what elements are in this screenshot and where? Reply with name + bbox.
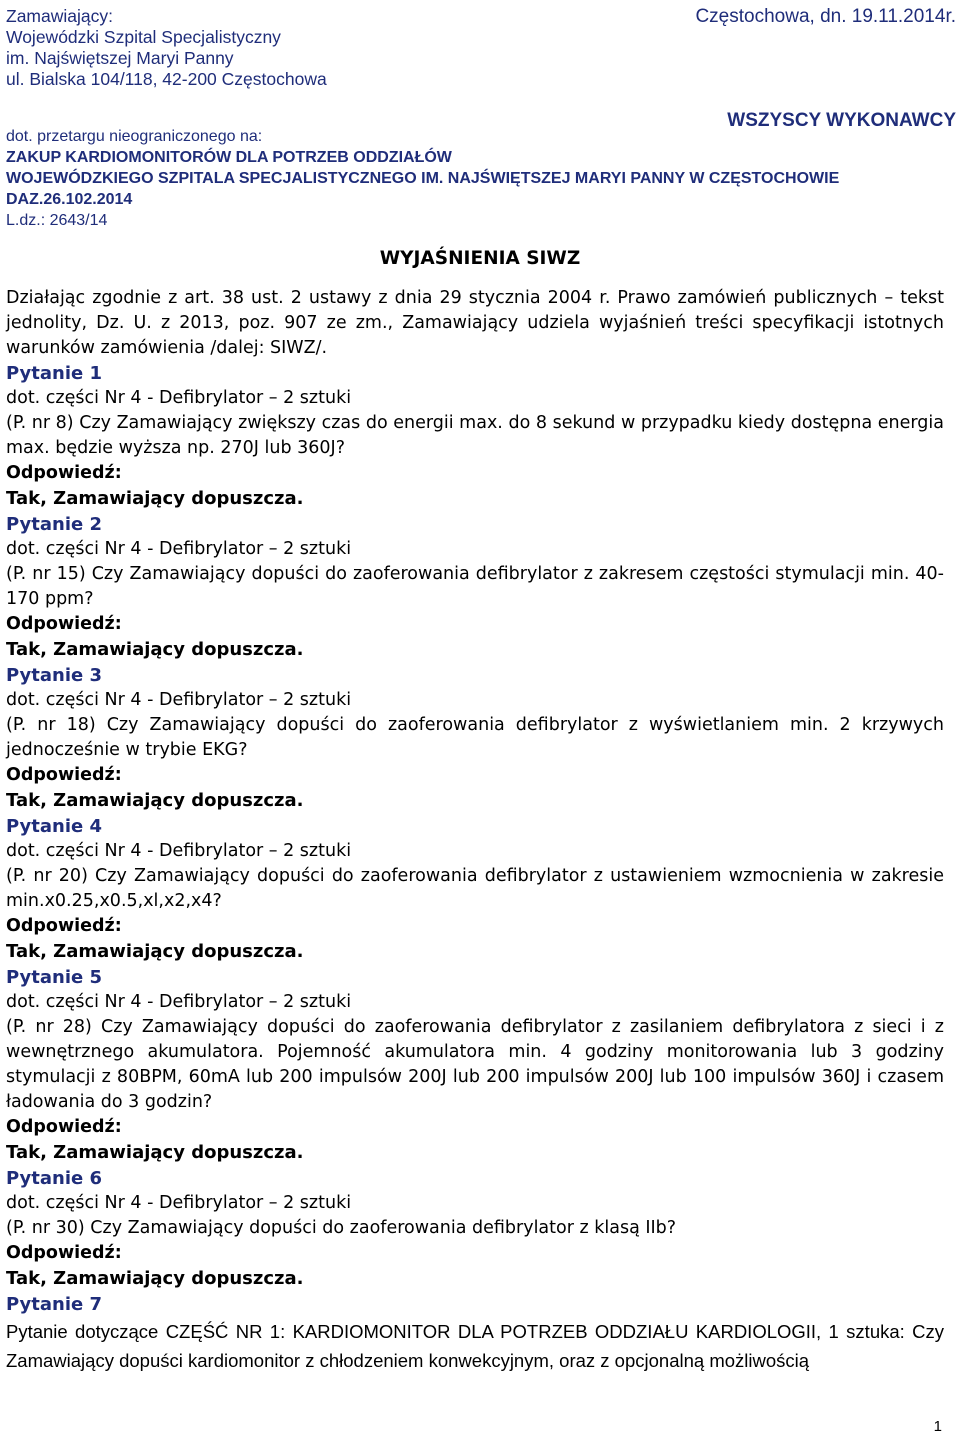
question-part: dot. części Nr 4 - Defibrylator – 2 sztuki (6, 1193, 352, 1213)
question-text: Pytanie dotyczące CZĘŚĆ NR 1: KARDIOMONITOR DLA POTRZEB ODDZIAŁU KARDIOLOGII, 1 sztuka: Czy Zamawiający dopuści kardiomonitor z chłodzeniem konwekcyjnym, oraz z opcjonalną możliwością (6, 1321, 944, 1371)
document-body (6, 286, 944, 1375)
answer-label: Odpowiedź: (6, 463, 122, 483)
question-label: Pytanie 6 (6, 1168, 102, 1189)
answer-text: Tak, Zamawiający dopuszcza. (6, 941, 304, 962)
question-block (6, 1292, 944, 1375)
address-line: Zamawiający: (6, 6, 113, 26)
address-line: im. Najświętszej Maryi Panny (6, 48, 234, 68)
question-part: dot. części Nr 4 - Defibrylator – 2 sztuki (6, 841, 352, 861)
letter-date: Częstochowa, dn. 19.11.2014r. (695, 6, 956, 27)
letter-header (6, 6, 958, 131)
case-number: DAZ.26.102.2014 (6, 191, 133, 208)
question-label: Pytanie 1 (6, 363, 102, 384)
question-label: Pytanie 3 (6, 665, 102, 686)
question-block (6, 965, 944, 1166)
answer-text: Tak, Zamawiający dopuszcza. (6, 1268, 304, 1289)
question-part: dot. części Nr 4 - Defibrylator – 2 sztuki (6, 388, 352, 408)
page-number: 1 (933, 1418, 942, 1435)
address-line: Wojewódzki Szpital Specjalistyczny (6, 27, 281, 47)
answer-text: Tak, Zamawiający dopuszcza. (6, 639, 304, 660)
register-number: L.dz.: 2643/14 (6, 212, 108, 229)
reference-subject: ZAKUP KARDIOMONITORÓW DLA POTRZEB ODDZIAŁÓW (6, 149, 452, 166)
question-text: (P. nr 28) Czy Zamawiający dopuści do zaoferowania defibrylator z zasilaniem defibrylatora z sieci i z wewnętrznego akumulatora. Pojemność akumulatora min. 4 godziny monitorowania lub 3 godziny stymulacji z 80BPM, 60mA lub 200 impulsów 200J lub 200 impulsów 200J lub 100 impulsów 360J i czasem ładowania do 3 godzin? (6, 1017, 944, 1112)
question-label: Pytanie 2 (6, 514, 102, 535)
answer-label: Odpowiedź: (6, 614, 122, 634)
question-block (6, 361, 944, 512)
answer-label: Odpowiedź: (6, 1117, 122, 1137)
question-text: (P. nr 20) Czy Zamawiający dopuści do zaoferowania defibrylator z ustawieniem wzmocnienia w zakresie min.x0.25,x0.5,xl,x2,x4? (6, 866, 944, 911)
question-text: (P. nr 15) Czy Zamawiający dopuści do zaoferowania defibrylator z zakresem częstości stymulacji min. 40-170 ppm? (6, 564, 944, 609)
question-label: Pytanie 7 (6, 1294, 102, 1315)
reference-block (6, 126, 839, 231)
question-block (6, 814, 944, 965)
answer-label: Odpowiedź: (6, 916, 122, 936)
address-line: ul. Bialska 104/118, 42-200 Częstochowa (6, 69, 327, 89)
question-block (6, 512, 944, 663)
question-label: Pytanie 5 (6, 967, 102, 988)
reference-line: dot. przetargu nieograniczonego na: (6, 128, 263, 145)
question-part: dot. części Nr 4 - Defibrylator – 2 sztuki (6, 539, 352, 559)
answer-text: Tak, Zamawiający dopuszcza. (6, 488, 304, 509)
question-text: (P. nr 8) Czy Zamawiający zwiększy czas do energii max. do 8 sekund w przypadku kiedy dostępna energia max. będzie wyższa np. 270J lub 360J? (6, 413, 944, 458)
reference-subject: WOJEWÓDZKIEGO SZPITALA SPECJALISTYCZNEGO IM. NAJŚWIĘTSZEJ MARYI PANNY W CZĘSTOCHOWIE (6, 170, 840, 187)
question-part: dot. części Nr 4 - Defibrylator – 2 sztuki (6, 690, 352, 710)
question-part: dot. części Nr 4 - Defibrylator – 2 sztuki (6, 992, 352, 1012)
question-text: (P. nr 30) Czy Zamawiający dopuści do zaoferowania defibrylator z klasą IIb? (6, 1218, 677, 1238)
answer-label: Odpowiedź: (6, 765, 122, 785)
question-label: Pytanie 4 (6, 816, 102, 837)
document-title: WYJAŚNIENIA SIWZ (379, 248, 581, 269)
answer-label: Odpowiedź: (6, 1243, 122, 1263)
intro-paragraph: Działając zgodnie z art. 38 ust. 2 ustawy z dnia 29 stycznia 2004 r. Prawo zamówień publicznych – tekst jednolity, Dz. U. z 2013, poz. 907 ze zm., Zamawiający udziela wyjaśnień treści specyfikacji istotnych warunków zamówienia /dalej: SIWZ/. (6, 288, 944, 358)
addressee: WSZYSCY WYKONAWCY (727, 110, 956, 131)
answer-text: Tak, Zamawiający dopuszcza. (6, 1142, 304, 1163)
question-block (6, 663, 944, 814)
question-block (6, 1166, 944, 1292)
answer-text: Tak, Zamawiający dopuszcza. (6, 790, 304, 811)
question-text: (P. nr 18) Czy Zamawiający dopuści do zaoferowania defibrylator z wyświetlaniem min. 2 krzywych jednocześnie w trybie EKG? (6, 715, 944, 760)
